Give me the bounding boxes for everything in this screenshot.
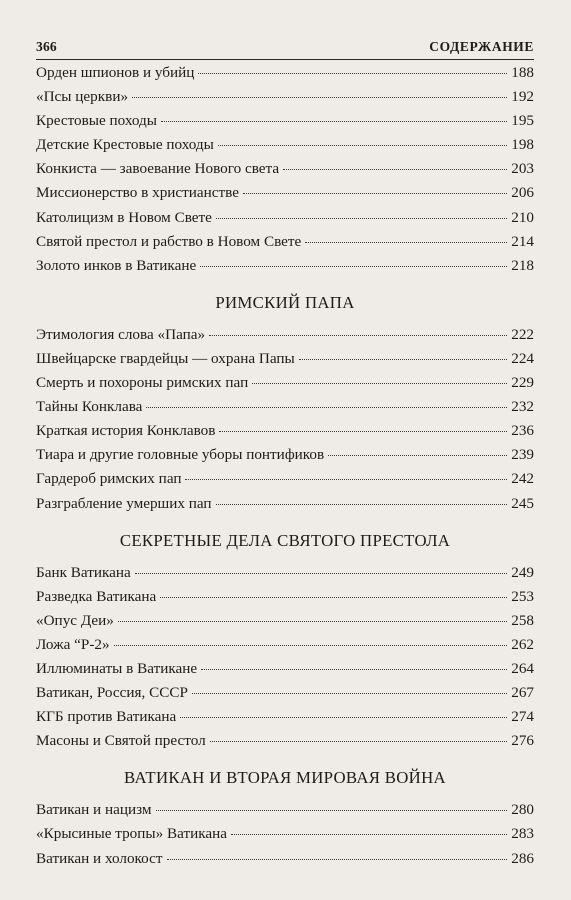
toc-entry-page: 210 [511, 208, 534, 226]
toc-entry[interactable] [36, 160, 534, 184]
toc-entry-title: Разведка Ватикана [36, 587, 157, 605]
toc-entry-title: «Опус Деи» [36, 611, 114, 629]
toc-entry-title: КГБ против Ватикана [36, 708, 177, 726]
toc-entry-page: 262 [511, 635, 534, 653]
toc-entry-page: 229 [511, 374, 534, 392]
dot-leader [114, 645, 508, 646]
toc-entry-title: Тиара и другие головные уборы понтификов [36, 446, 325, 464]
dot-leader [283, 169, 507, 170]
toc-entry-title: Гардероб римских пап [36, 470, 182, 488]
dot-leader [299, 359, 508, 360]
toc-entry[interactable] [36, 112, 534, 136]
toc-entry[interactable] [36, 684, 534, 708]
table-of-contents [36, 64, 534, 874]
header-rule [36, 59, 534, 60]
dot-leader [243, 193, 507, 194]
toc-entry[interactable] [36, 801, 534, 825]
section-heading: РИМСКИЙ ПАПА [215, 292, 355, 312]
toc-entry-title: Крестовые походы [36, 112, 157, 130]
toc-entry-title: Смерть и похороны римских пап [36, 374, 249, 392]
section-heading: СЕКРЕТНЫЕ ДЕЛА СВЯТОГО ПРЕСТОЛА [119, 530, 451, 550]
page-number: 366 [36, 39, 57, 54]
dot-leader [161, 121, 507, 122]
dot-leader [219, 431, 507, 432]
dot-leader [231, 834, 507, 835]
dot-leader [167, 859, 508, 860]
toc-entry-page: 214 [511, 232, 534, 250]
toc-entry-title: Золото инков в Ватикане [36, 256, 197, 274]
toc-entry[interactable] [36, 88, 534, 112]
dot-leader [146, 407, 507, 408]
toc-entry-page: 188 [511, 64, 534, 81]
toc-entry-page: 206 [511, 184, 534, 202]
toc-entry[interactable] [36, 588, 534, 612]
toc-entry-title: «Псы церкви» [36, 88, 129, 106]
page-header [36, 36, 534, 62]
toc-entry[interactable] [36, 422, 534, 446]
dot-leader [200, 266, 507, 267]
toc-entry[interactable] [36, 398, 534, 422]
toc-entry-title: Разграбление умерших пап [36, 494, 212, 512]
dot-leader [135, 573, 507, 574]
toc-entry-title: Католицизм в Новом Свете [36, 208, 212, 226]
toc-entry-page: 245 [511, 494, 534, 512]
toc-entry[interactable] [36, 850, 534, 874]
toc-entry-title: Ватикан и холокост [36, 849, 163, 867]
dot-leader [192, 693, 507, 694]
toc-entry-page: 195 [511, 112, 534, 130]
toc-entry-page: 267 [511, 684, 534, 702]
dot-leader [210, 741, 508, 742]
toc-entry[interactable] [36, 233, 534, 257]
toc-entry-page: 239 [511, 446, 534, 464]
dot-leader [216, 504, 508, 505]
toc-entry-page: 258 [511, 611, 534, 629]
toc-entry-page: 222 [511, 325, 534, 343]
toc-entry[interactable] [36, 470, 534, 494]
toc-entry[interactable] [36, 660, 534, 684]
toc-entry-page: 286 [511, 849, 534, 867]
toc-entry-page: 198 [511, 136, 534, 154]
toc-entry-title: Миссионерство в христианстве [36, 184, 239, 202]
dot-leader [252, 383, 507, 384]
toc-entry-title: Швейцарске гвардейцы — охрана Папы [36, 349, 295, 367]
toc-entry[interactable] [36, 732, 534, 756]
toc-entry-page: 192 [511, 88, 534, 106]
toc-entry-page: 249 [511, 563, 534, 581]
dot-leader [118, 621, 507, 622]
dot-leader [328, 455, 507, 456]
dot-leader [216, 218, 507, 219]
toc-entry[interactable] [36, 184, 534, 208]
toc-entry-title: Тайны Конклава [36, 398, 143, 416]
toc-entry-title: Орден шпионов и убийц [36, 64, 195, 81]
toc-entry-title: Ватикан и нацизм [36, 801, 152, 819]
toc-entry-title: Этимология слова «Папа» [36, 325, 206, 343]
toc-entry-title: Ложа “Р-2» [36, 635, 110, 653]
toc-entry-title: Конкиста — завоевание Нового света [36, 160, 280, 178]
dot-leader [218, 145, 507, 146]
toc-entry[interactable] [36, 64, 534, 88]
toc-entry-page: 283 [511, 825, 534, 843]
toc-entry-title: Святой престол и рабство в Новом Свете [36, 232, 302, 250]
toc-entry-page: 203 [511, 160, 534, 178]
running-title: СОДЕРЖАНИЕ [429, 39, 534, 54]
dot-leader [209, 335, 507, 336]
toc-entry[interactable] [36, 374, 534, 398]
toc-entry[interactable] [36, 708, 534, 732]
toc-entry[interactable] [36, 564, 534, 588]
dot-leader [160, 597, 507, 598]
toc-entry[interactable] [36, 326, 534, 350]
toc-entry-page: 274 [511, 708, 534, 726]
dot-leader [132, 97, 507, 98]
toc-entry-title: «Крысиные тропы» Ватикана [36, 825, 227, 843]
toc-entry-title: Ватикан, Россия, СССР [36, 684, 188, 702]
toc-entry-page: 276 [511, 732, 534, 750]
toc-entry[interactable] [36, 209, 534, 233]
toc-entry[interactable] [36, 136, 534, 160]
dot-leader [180, 717, 507, 718]
dot-leader [201, 669, 507, 670]
toc-entry-page: 236 [511, 422, 534, 440]
toc-entry-page: 280 [511, 801, 534, 819]
section-heading: ВАТИКАН И ВТОРАЯ МИРОВАЯ ВОЙНА [124, 768, 446, 788]
toc-entry[interactable] [36, 350, 534, 374]
toc-entry-title: Иллюминаты в Ватикане [36, 659, 198, 677]
toc-entry[interactable] [36, 257, 534, 281]
toc-entry-page: 264 [511, 659, 534, 677]
toc-entry[interactable] [36, 825, 534, 849]
toc-entry[interactable] [36, 495, 534, 519]
toc-entry-page: 242 [511, 470, 534, 488]
dot-leader [185, 479, 507, 480]
toc-entry-title: Детские Крестовые походы [36, 136, 214, 154]
toc-entry-page: 218 [511, 256, 534, 274]
toc-entry-page: 253 [511, 587, 534, 605]
toc-entry-page: 224 [511, 349, 534, 367]
toc-entry[interactable] [36, 446, 534, 470]
toc-entry-title: Масоны и Святой престол [36, 732, 206, 750]
dot-leader [305, 242, 507, 243]
toc-entry-title: Банк Ватикана [36, 563, 131, 581]
toc-entry-title: Краткая история Конклавов [36, 422, 216, 440]
toc-entry[interactable] [36, 636, 534, 660]
toc-entry-page: 232 [511, 398, 534, 416]
toc-entry[interactable] [36, 612, 534, 636]
dot-leader [156, 810, 508, 811]
dot-leader [198, 73, 507, 74]
